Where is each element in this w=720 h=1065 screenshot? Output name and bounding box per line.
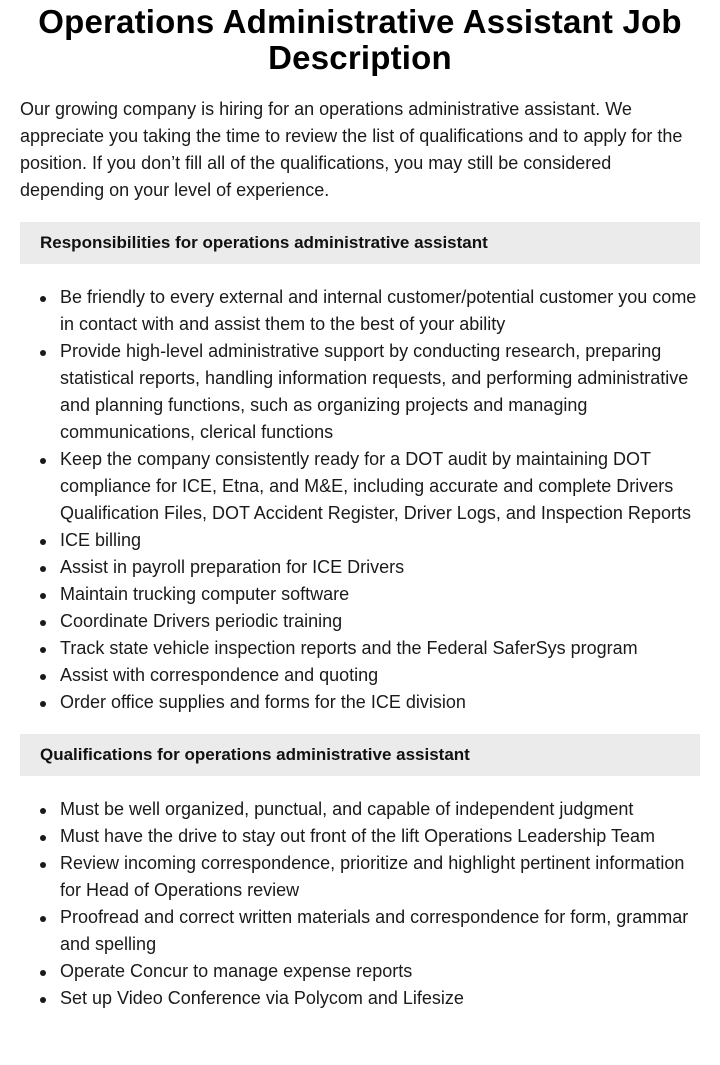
bullet-icon	[40, 593, 46, 599]
list-item	[60, 689, 700, 716]
list-item	[60, 284, 700, 338]
bullet-icon	[40, 808, 46, 814]
qualifications-heading-label: Qualifications for operations administrative assistant	[40, 745, 470, 764]
list-item-text: Be friendly to every external and internal customer/potential customer you come in contact with and assist them to the best of your ability	[60, 287, 697, 334]
list-item	[60, 581, 700, 608]
bullet-icon	[40, 674, 46, 680]
bullet-icon	[40, 835, 46, 841]
list-item-text: Proofread and correct written materials and correspondence for form, grammar and spelling	[60, 907, 689, 954]
list-item-text: Coordinate Drivers periodic training	[60, 611, 343, 631]
bullet-icon	[40, 620, 46, 626]
list-item-text: Track state vehicle inspection reports and the Federal SaferSys program	[60, 638, 638, 658]
list-item	[60, 608, 700, 635]
page-title: Operations Administrative Assistant Job Description	[38, 3, 682, 76]
bullet-icon	[40, 701, 46, 707]
list-item	[60, 823, 700, 850]
list-item-text: Assist in payroll preparation for ICE Drivers	[60, 557, 405, 577]
list-item-text: Operate Concur to manage expense reports	[60, 961, 413, 981]
list-item	[60, 662, 700, 689]
bullet-icon	[40, 916, 46, 922]
intro-paragraph: Our growing company is hiring for an operations administrative assistant. We appreciate you taking the time to review the list of qualifications and to apply for the position. If you don’t fill all of the qualifications, you may still be considered depending on your level of experience.	[20, 99, 683, 200]
bullet-icon	[40, 296, 46, 302]
list-item-text: Set up Video Conference via Polycom and Lifesize	[60, 988, 464, 1008]
list-item-text: Must have the drive to stay out front of the lift Operations Leadership Team	[60, 826, 655, 846]
list-item	[60, 554, 700, 581]
list-item	[60, 796, 700, 823]
list-item-text: Assist with correspondence and quoting	[60, 665, 379, 685]
bullet-icon	[40, 997, 46, 1003]
list-item-text: Maintain trucking computer software	[60, 584, 350, 604]
bullet-icon	[40, 458, 46, 464]
bullet-icon	[40, 970, 46, 976]
qualifications-list	[20, 796, 700, 1012]
list-item	[60, 958, 700, 985]
list-item-text: Provide high-level administrative support by conducting research, preparing statistical reports, handling information requests, and performing administrative and planning functions, such as organizing projects and managing communications, clerical functions	[60, 341, 689, 442]
responsibilities-heading-label: Responsibilities for operations administrative assistant	[40, 233, 488, 252]
qualifications-heading	[20, 734, 700, 776]
responsibilities-list	[20, 284, 700, 716]
bullet-icon	[40, 539, 46, 545]
responsibilities-heading	[20, 222, 700, 264]
list-item-text: Order office supplies and forms for the ICE division	[60, 692, 466, 712]
bullet-icon	[40, 350, 46, 356]
bullet-icon	[40, 647, 46, 653]
list-item	[60, 635, 700, 662]
list-item	[60, 446, 700, 527]
list-item	[60, 527, 700, 554]
list-item-text: Keep the company consistently ready for a DOT audit by maintaining DOT compliance for ICE, Etna, and M&E, including accurate and complete Drivers Qualification Files, DOT Accident Register, Driver Logs, and Inspection Reports	[60, 449, 691, 523]
list-item	[60, 850, 700, 904]
list-item-text: ICE billing	[60, 530, 142, 550]
list-item-text: Review incoming correspondence, prioritize and highlight pertinent information for Head of Operations review	[60, 853, 685, 900]
list-item	[60, 338, 700, 446]
bullet-icon	[40, 566, 46, 572]
list-item	[60, 904, 700, 958]
bullet-icon	[40, 862, 46, 868]
list-item	[60, 985, 700, 1012]
list-item-text: Must be well organized, punctual, and capable of independent judgment	[60, 799, 634, 819]
